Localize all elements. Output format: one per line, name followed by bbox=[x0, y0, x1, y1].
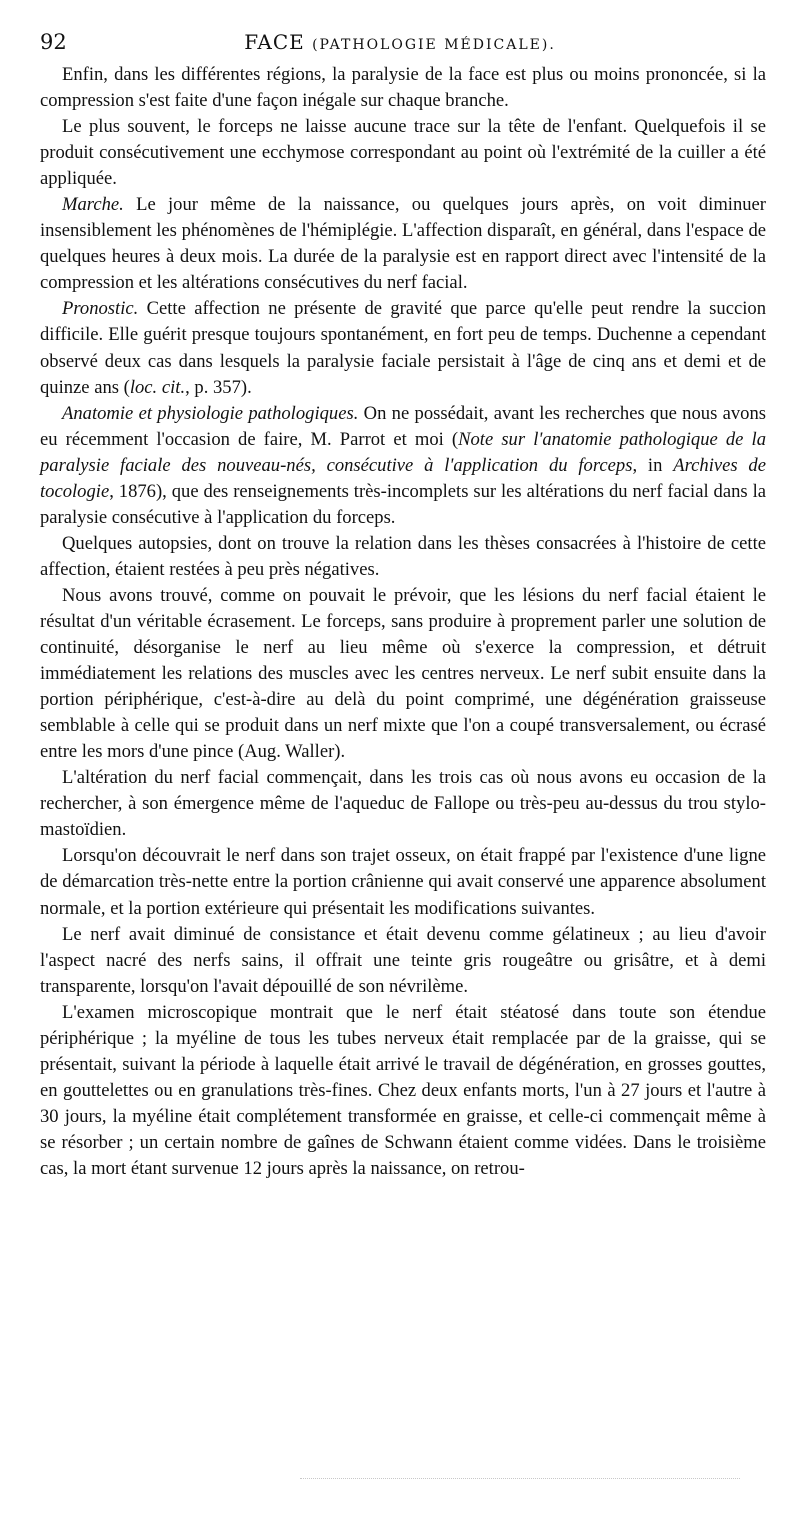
paragraph: Le plus souvent, le forceps ne laisse aucune trace sur la tête de l'enfant. Quelquefois il se produit consécutivement une ecchymose correspondant au point où l'extrémité de la cuiller a été appliquée. bbox=[40, 116, 766, 190]
paragraph: Quelques autopsies, dont on trouve la relation dans les thèses consacrées à l'histoire de cette affection, étaient restées à peu près négatives. bbox=[40, 532, 766, 580]
paragraph-anatomie bbox=[40, 401, 766, 531]
paragraph-text: Cette affection ne présente de gravité que parce qu'elle peut rendre la succion difficile. Elle guérit presque toujours spontanément, en fort peu de temps. Duchenne a cependant observé deux cas dans lesquels la paralysie faciale persistait à l'âge de cinq ans et demi et de quinze ans ( bbox=[40, 298, 766, 398]
paragraph: Le nerf avait diminué de consistance et était devenu comme gélatineux ; au lieu d'avoir l'aspect nacré des nerfs sains, il offrait une teinte gris rougeâtre ou grisâtre, et à demi transparente, lorsqu'on l'avait dépouillé de son névrilème. bbox=[40, 923, 766, 997]
section-lead-marche: Marche. bbox=[62, 194, 124, 216]
journal-title: Archives de tocologie bbox=[40, 454, 766, 502]
note-title: Note sur l'anatomie pathologique de la paralysie faciale des nouveau-nés, consécutive à l'application du forceps bbox=[40, 428, 766, 476]
section-lead-pronostic: Pronostic. bbox=[62, 298, 139, 320]
paragraph: Enfin, dans les différentes régions, la paralysie de la face est plus ou moins prononcée, si la compression s'est faite d'une façon inégale sur chaque branche. bbox=[40, 64, 766, 112]
page-number: 92 bbox=[40, 30, 67, 54]
chapter-title: FACE bbox=[244, 30, 305, 54]
chapter-subtitle: (PATHOLOGIE MÉDICALE). bbox=[312, 37, 556, 53]
body-text bbox=[40, 62, 766, 1182]
running-title bbox=[0, 30, 800, 54]
paragraph: Lorsqu'on découvrait le nerf dans son trajet osseux, on était frappé par l'existence d'une ligne de démarcation très-nette entre la portion crânienne qui avait conservé une apparence absolument normale, et la portion extérieure qui présentait les modifications suivantes. bbox=[40, 845, 766, 919]
paragraph: Nous avons trouvé, comme on pouvait le prévoir, que les lésions du nerf facial étaient le résultat d'un véritable écrasement. Le forceps, sans produire à proprement parler une solution de continuité, désorganise le nerf au lieu même où s'exerce la compression, et détruit immédiatement les relations des muscles avec les centres nerveux. Le nerf subit ensuite dans la portion périphérique, c'est-à-dire au delà du point comprimé, une dégénération graisseuse semblable à celle qui se produit dans un nerf mixte que l'on a coupé transversalement, ou écrasé entre les mors d'une pince (Aug. Waller). bbox=[40, 584, 766, 763]
paragraph-text: Le jour même de la naissance, ou quelques jours après, on voit diminuer insensiblement les phénomènes de l'hémiplégie. L'affection disparaît, en général, dans l'espace de quelques heures à deux mois. La durée de la paralysie est en rapport direct avec l'intensité de la compression et les altérations consécutives du nerf facial. bbox=[40, 194, 766, 294]
paragraph-marche bbox=[40, 192, 766, 296]
paragraph-pronostic bbox=[40, 296, 766, 400]
section-lead-anatomie: Anatomie et physiologie pathologiques. bbox=[62, 402, 359, 424]
scan-noise-divider bbox=[300, 1478, 740, 1480]
paragraph: L'altération du nerf facial commençait, dans les trois cas où nous avons eu occasion de la rechercher, à son émergence même de l'aqueduc de Fallope ou très-peu au-dessus du trou stylo-mastoïdien. bbox=[40, 767, 766, 841]
citation: loc. cit. bbox=[129, 376, 186, 398]
paragraph-text: , in bbox=[632, 454, 674, 476]
running-header bbox=[0, 30, 800, 60]
paragraph-text: , 1876), que des renseignements très-incomplets sur les altérations du nerf facial dans la paralysie consécutive à l'application du forceps. bbox=[40, 480, 766, 528]
paragraph-text: On ne possédait, avant les recherches que nous avons eu récemment l'occasion de faire, M. Parrot et moi ( bbox=[40, 402, 766, 450]
paragraph-text: , p. 357). bbox=[185, 376, 252, 398]
paragraph: L'examen microscopique montrait que le nerf était stéatosé dans toute son étendue périphérique ; la myéline de tous les tubes nerveux était remplacée par de la graisse, qui se présentait, suivant la période à laquelle était arrivé le travail de dégénération, en grosses gouttes, en gouttelettes ou en granulations très-fines. Chez deux enfants morts, l'un à 27 jours et l'autre à 30 jours, la myéline était complétement transformée en graisse, et celle-ci commençait même à se résorber ; un certain nombre de gaînes de Schwann étaient comme vidées. Dans le troisième cas, la mort étant survenue 12 jours après la naissance, on retrou- bbox=[40, 1001, 766, 1179]
